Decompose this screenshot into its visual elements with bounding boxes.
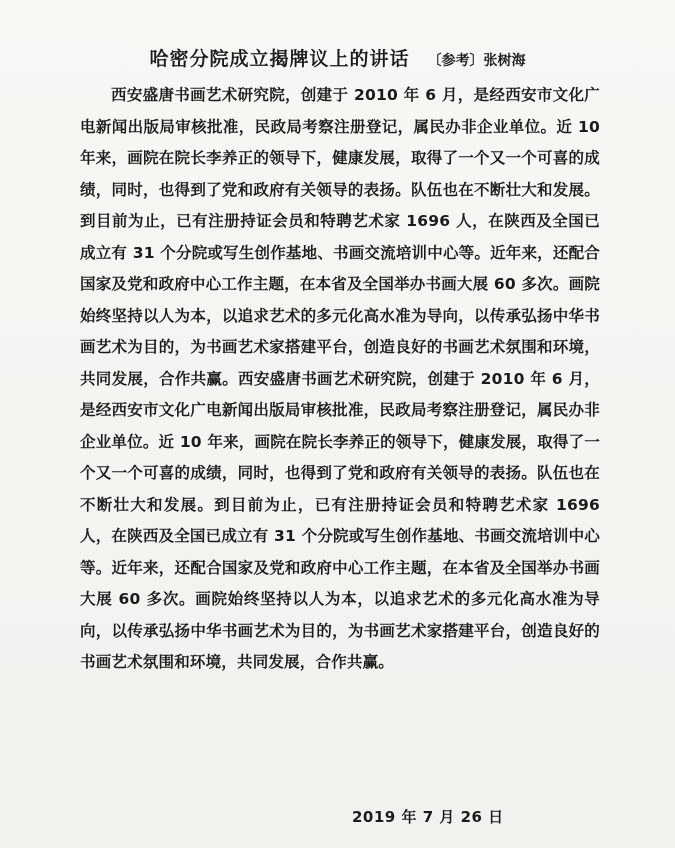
speech-paragraph: 西安盛唐书画艺术研究院，创建于 2010 年 6 月，是经西安市文化广电新闻出版局审核批准，民政局考察注册登记，属民办非企业单位。近 10 年来，画院在院长李养正的领导下，健康发展，取得了一个又一个可喜的成绩，同时，也得到了党和政府有关领导的表扬。队伍也在不断壮大和发展。到目前为止，已有注册持证会员和特聘艺术家 1696 人，在陕西及全国已成立有 31 个分院或写生创作基地、书画交流培训中心等。近年来，还配合国家及党和政府中心工作主题，在本省及全国举办书画大展 60 多次。画院始终坚持以人为本，以追求艺术的多元化高水准为导向，以传承弘扬中华书画艺术为目的，为书画艺术家搭建平台，创造良好的书画艺术氛围和环境，共同发展，合作共赢。西安盛唐书画艺术研究院，创建于 2010 年 6 月，是经西安市文化广电新闻出版局审核批准，民政局考察注册登记，属民办非企业单位。近 10 年来，画院在院长李养正的领导下，健康发展，取得了一个又一个可喜的成绩，同时，也得到了党和政府有关领导的表扬。队伍也在不断壮大和发展。到目前为止，已有注册持证会员和特聘艺术家 1696 人，在陕西及全国已成立有 31 个分院或写生创作基地、书画交流培训中心等。近年来，还配合国家及党和政府中心工作主题，在本省及全国举办书画大展 60 多次。画院始终坚持以人为本，以追求艺术的多元化高水准为导向，以传承弘扬中华书画艺术为目的，为书画艺术家搭建平台，创造良好的书画艺术氛围和环境，共同发展，合作共赢。 xyxy=(80,86,600,671)
reference-note: 〔参考〕张树海 xyxy=(427,53,526,69)
title-row xyxy=(0,44,675,71)
document-date: 2019 年 7 月 26 日 xyxy=(352,808,504,826)
speech-body xyxy=(80,80,600,679)
document-title: 哈密分院成立揭牌议上的讲话 xyxy=(149,48,410,70)
